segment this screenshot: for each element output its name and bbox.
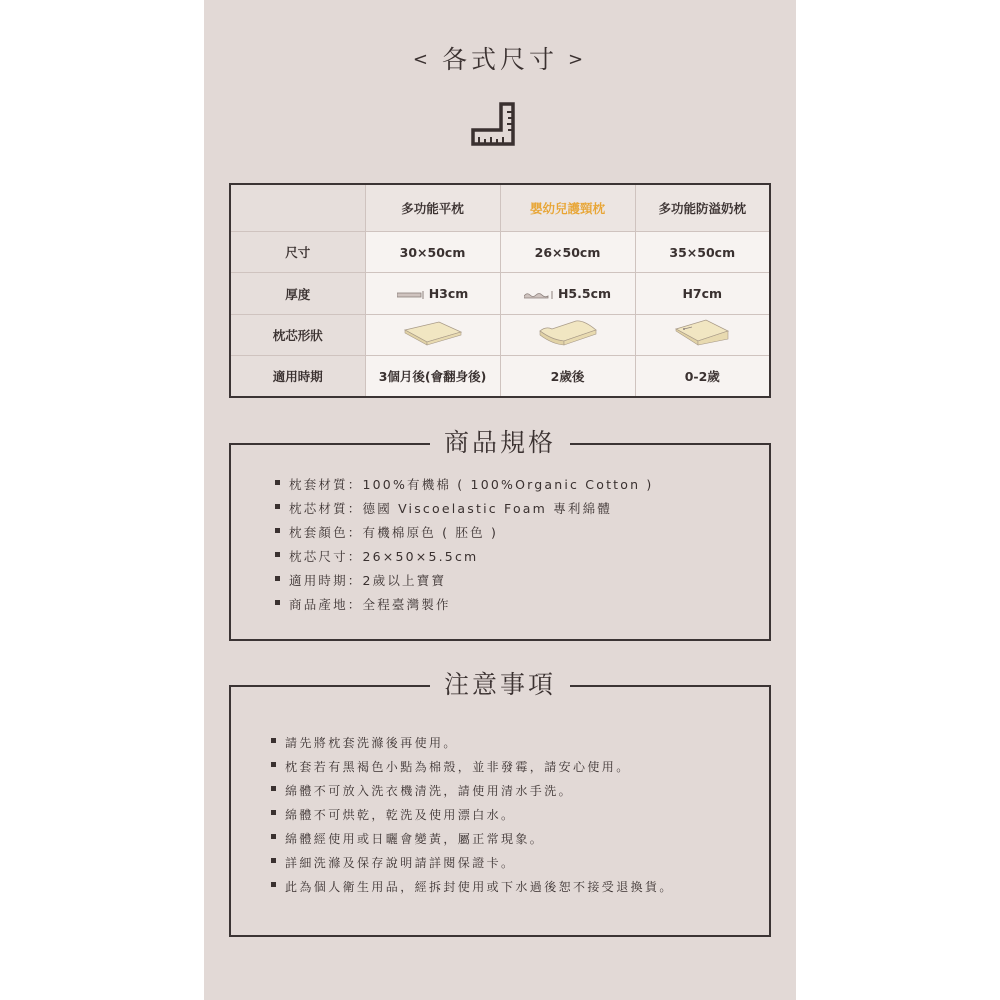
table-cell: H7cm (635, 273, 770, 314)
thickness-bar-icon (397, 291, 425, 299)
table-row (230, 356, 770, 397)
list-item: 綿體不可烘乾，乾洗及使用漂白水。 (271, 803, 674, 827)
list-item: 枕芯材質：德國 Viscoelastic Foam 專利綿體 (275, 497, 654, 521)
notes-box (229, 670, 771, 937)
pillow-contour-icon (536, 318, 600, 348)
list-item: 詳細洗滌及保存說明請詳閱保證卡。 (271, 851, 674, 875)
table-cell: 35×50cm (635, 232, 770, 273)
list-item: 綿體經使用或日曬會變黃，屬正常現象。 (271, 827, 674, 851)
table-cell: 26×50cm (500, 232, 635, 273)
thickness-value: H5.5cm (557, 286, 612, 302)
ruler-icon (469, 100, 517, 148)
table-cell (365, 314, 500, 355)
list-item: 商品產地：全程臺灣製作 (275, 593, 654, 617)
column-header: 多功能平枕 (365, 184, 500, 232)
thickness-value: H3cm (428, 286, 469, 302)
row-label: 厚度 (230, 273, 365, 314)
notes-title-text: 注意事項 (430, 670, 570, 699)
page-title (204, 40, 796, 76)
column-header-highlight: 嬰幼兒護頸枕 (500, 184, 635, 232)
list-item: 綿體不可放入洗衣機清洗，請使用清水手洗。 (271, 779, 674, 803)
row-label: 適用時期 (230, 356, 365, 397)
pillow-flat-icon (401, 318, 465, 348)
table-row (230, 314, 770, 355)
notes-title (231, 665, 769, 701)
table-cell (635, 314, 770, 355)
spec-title (231, 423, 769, 459)
table-header-row (230, 184, 770, 232)
table-cell: 2歲後 (500, 356, 635, 397)
right-bracket: > (568, 49, 588, 70)
table-cell (500, 273, 635, 314)
spec-box (229, 428, 771, 641)
table-row (230, 232, 770, 273)
table-cell: 30×50cm (365, 232, 500, 273)
list-item: 枕套材質：100%有機棉 ( 100%Organic Cotton ) (275, 473, 654, 497)
table-row (230, 273, 770, 314)
thickness-wave-icon (524, 291, 554, 299)
list-item: 適用時期：2歲以上寶寶 (275, 569, 654, 593)
pillow-wedge-icon (670, 317, 734, 349)
list-item: 枕芯尺寸：26×50×5.5cm (275, 545, 654, 569)
list-item: 枕套顏色：有機棉原色 ( 胚色 ) (275, 521, 654, 545)
column-header: 多功能防溢奶枕 (635, 184, 770, 232)
content-panel (204, 0, 796, 1000)
size-comparison-table (229, 183, 771, 398)
row-label: 尺寸 (230, 232, 365, 273)
table-cell (365, 273, 500, 314)
table-cell: 0-2歲 (635, 356, 770, 397)
table-cell: 3個月後(會翻身後) (365, 356, 500, 397)
spec-title-text: 商品規格 (430, 428, 570, 457)
left-bracket: < (412, 49, 432, 70)
page-title-text: 各式尺寸 (441, 45, 558, 74)
list-item: 枕套若有黑褐色小點為棉殼，並非發霉，請安心使用。 (271, 755, 674, 779)
spec-list (275, 473, 654, 617)
list-item: 請先將枕套洗滌後再使用。 (271, 731, 674, 755)
table-cell (500, 314, 635, 355)
notes-list (271, 731, 674, 899)
list-item: 此為個人衛生用品，經拆封使用或下水過後恕不接受退換貨。 (271, 875, 674, 899)
table-corner-cell (230, 184, 365, 232)
row-label: 枕芯形狀 (230, 314, 365, 355)
